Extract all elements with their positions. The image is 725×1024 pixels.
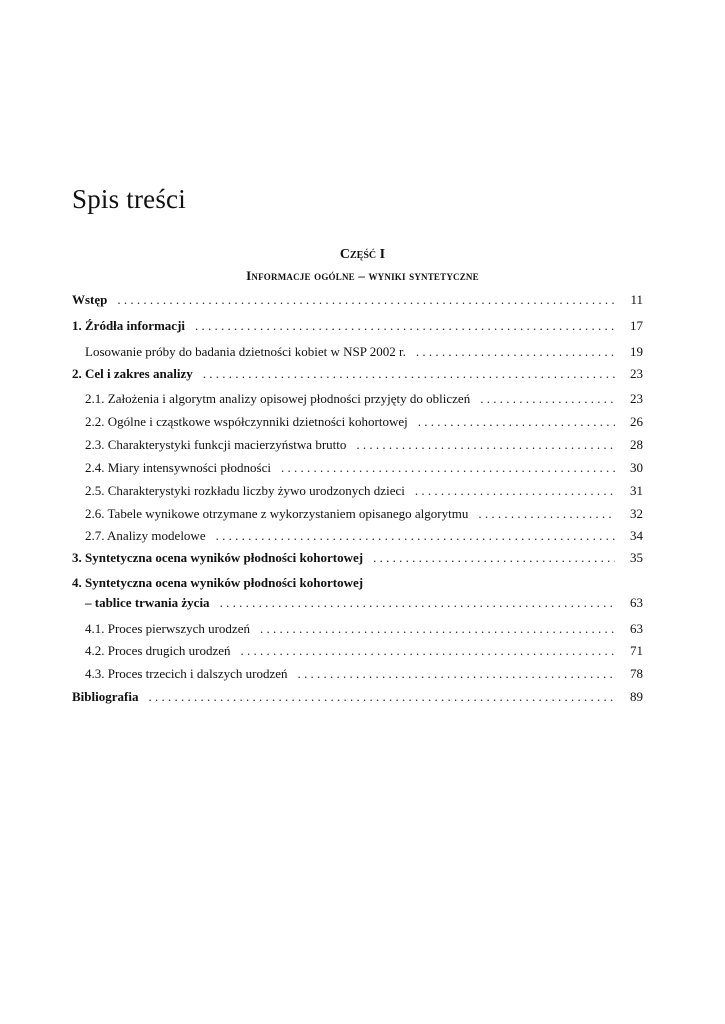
toc-entry-label: Wstęp: [72, 292, 108, 307]
toc-entry-label: 2.7. Analizy modelowe: [85, 528, 206, 543]
toc-entry-losowanie-proby[interactable]: [72, 343, 643, 361]
toc-entry-page: 34: [630, 528, 643, 543]
toc-entry-page: 63: [630, 595, 643, 610]
toc-entry-2-5[interactable]: [72, 482, 643, 500]
toc-entry-2-6[interactable]: [72, 505, 643, 523]
dot-leader: [418, 413, 615, 431]
toc-entry-page: 32: [630, 506, 643, 521]
toc-entry-4-2[interactable]: [72, 642, 643, 660]
toc-entry-label: Losowanie próby do badania dzietności kobiet w NSP 2002 r.: [85, 344, 406, 359]
toc-entry-4-3[interactable]: [72, 665, 643, 683]
dot-leader: [356, 436, 615, 454]
toc-entry-page: 31: [630, 483, 643, 498]
toc-entry-label: 4. Syntetyczna ocena wyników płodności kohortowej: [72, 575, 364, 590]
toc-entry-2-1[interactable]: [72, 390, 643, 408]
toc-entry-2-3[interactable]: [72, 436, 643, 454]
toc-entry-bibliografia[interactable]: [72, 688, 643, 706]
toc-entry-page: 63: [630, 621, 643, 636]
dot-leader: [415, 482, 615, 500]
dot-leader: [373, 549, 615, 567]
toc-entry-label: 2.5. Charakterystyki rozkładu liczby żywo urodzonych dzieci: [85, 483, 405, 498]
toc-entry-label: 4.3. Proces trzecich i dalszych urodzeń: [85, 666, 288, 681]
toc-entry-label: 4.2. Proces drugich urodzeń: [85, 643, 231, 658]
toc-entry-label: 1. Źródła informacji: [72, 318, 186, 333]
page-title: Spis treści: [72, 184, 186, 214]
toc-entry-label: 2.6. Tabele wynikowe otrzymane z wykorzystaniem opisanego algorytmu: [85, 506, 469, 521]
toc-entry-page: 89: [630, 689, 643, 704]
toc-entry-page: 19: [630, 344, 643, 359]
toc-entry-zrodla-informacji[interactable]: [72, 317, 643, 335]
dot-leader: [117, 291, 615, 309]
dot-leader: [195, 317, 615, 335]
toc-entry-4-1[interactable]: [72, 620, 643, 638]
toc-entry-2-2[interactable]: [72, 413, 643, 431]
toc-entry-page: 35: [630, 550, 643, 565]
dot-leader: [148, 688, 615, 706]
toc-entry-page: 30: [630, 460, 643, 475]
toc-entry-label: 4.1. Proces pierwszych urodzeń: [85, 621, 250, 636]
dot-leader: [260, 620, 615, 638]
part-subtitle: Informacje ogólne – wyniki syntetyczne: [246, 268, 479, 283]
toc-entry-page: 11: [630, 292, 643, 307]
toc-entry-wstep[interactable]: [72, 291, 643, 309]
toc-entry-label: 2.2. Ogólne i cząstkowe współczynniki dzietności kohortowej: [85, 414, 408, 429]
toc-entry-syntetyczna-ocena[interactable]: [72, 549, 643, 567]
toc-entry-2-7[interactable]: [72, 527, 643, 545]
toc-entry-label-continued: – tablice trwania życia: [85, 595, 210, 610]
toc-entry-2-4[interactable]: [72, 459, 643, 477]
dot-leader: [220, 594, 615, 612]
toc-entry-label: 3. Syntetyczna ocena wyników płodności kohortowej: [72, 550, 364, 565]
toc-entry-page: 23: [630, 366, 643, 381]
dot-leader: [480, 390, 615, 408]
toc-entry-page: 23: [630, 391, 643, 406]
dot-leader: [203, 365, 615, 383]
toc-entry-page: 17: [630, 318, 643, 333]
toc-entry-cel-i-zakres[interactable]: [72, 365, 643, 383]
toc-entry-label: 2.4. Miary intensywności płodności: [85, 460, 271, 475]
toc-entry-page: 26: [630, 414, 643, 429]
dot-leader: [416, 343, 615, 361]
dot-leader: [478, 505, 615, 523]
toc-entry-label: 2.3. Charakterystyki funkcji macierzyństwa brutto: [85, 437, 347, 452]
dot-leader: [281, 459, 615, 477]
toc-entry-page: 78: [630, 666, 643, 681]
dot-leader: [298, 665, 615, 683]
toc-entry-syntetyczna-ocena-tablice[interactable]: [72, 574, 643, 592]
dot-leader: [216, 527, 615, 545]
toc-entry-page: 71: [630, 643, 643, 658]
toc-entry-label: 2. Cel i zakres analizy: [72, 366, 193, 381]
toc-entry-page: 28: [630, 437, 643, 452]
toc-entry-label: 2.1. Założenia i algorytm analizy opisowej płodności przyjęty do obliczeń: [85, 391, 471, 406]
part-label: Część I: [339, 247, 386, 262]
toc-entry-syntetyczna-ocena-tablice-cont[interactable]: [72, 594, 643, 612]
toc-entry-label: Bibliografia: [72, 689, 139, 704]
dot-leader: [241, 642, 616, 660]
